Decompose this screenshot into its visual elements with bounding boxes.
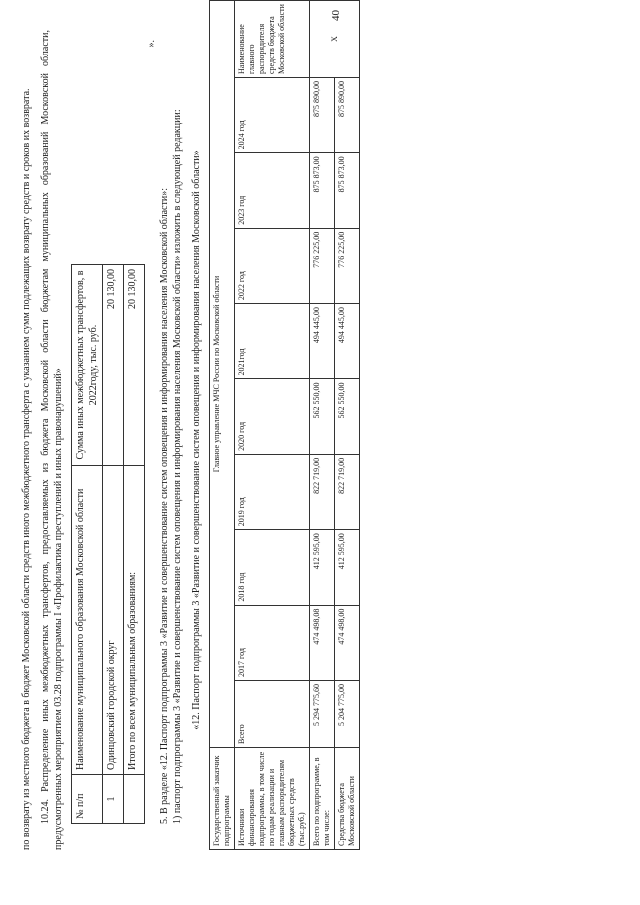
table-cell: 20 130,00 xyxy=(124,265,145,466)
table-cell: 776 225,00 xyxy=(310,228,335,303)
column-header: 2017 год xyxy=(235,605,310,680)
table-cell: 562 550,00 xyxy=(335,379,360,454)
table-cell: Одинцовский городской округ xyxy=(103,466,124,775)
column-header: 2022 год xyxy=(235,228,310,303)
customer-label: Государственный заказчик подпрограммы xyxy=(210,748,235,850)
row-label: Средства бюджета Московской области xyxy=(335,748,360,850)
table-row xyxy=(310,1,335,850)
table-cell: 494 445,00 xyxy=(335,304,360,379)
table-row xyxy=(210,1,235,850)
table-cell: 494 445,00 xyxy=(310,304,335,379)
column-header: 2018 год xyxy=(235,530,310,605)
column-header: № п/п xyxy=(72,775,103,824)
table-cell: 875 890,00 xyxy=(335,78,360,153)
table-row xyxy=(335,1,360,850)
table-cell: 776 225,00 xyxy=(335,228,360,303)
column-header: 2021год xyxy=(235,304,310,379)
table-cell: 474 498,00 xyxy=(335,605,360,680)
table-row xyxy=(103,265,124,824)
column-header: Наименование муниципального образования Московской области xyxy=(72,466,103,775)
transfers-table xyxy=(71,264,145,824)
page-number: 40 xyxy=(330,10,342,21)
sources-label: Источники финансирования подпрограммы, в том числе по годам реализации и главным распорядителям бюджетных средств (тыс.руб.) xyxy=(235,748,310,850)
table-cell: 875 873,00 xyxy=(335,153,360,228)
table-header-row xyxy=(72,265,103,824)
customer-value: Главное управление МЧС России по Московской области xyxy=(210,1,235,748)
table-cell: 562 550,00 xyxy=(310,379,335,454)
table-cell: 412 595,00 xyxy=(335,530,360,605)
paragraph-passport-intro: 1) паспорт подпрограммы 3 «Развитие и совершенствование систем оповещения и информирования населения Московской области» изложить в следующей редакции: xyxy=(172,109,183,824)
table-cell: 5 204 775,00 xyxy=(335,681,360,748)
table-cell: 822 719,00 xyxy=(310,454,335,529)
table-cell: 412 595,00 xyxy=(310,530,335,605)
table-cell: 5 294 775,60 xyxy=(310,681,335,748)
table-cell xyxy=(124,775,145,824)
table-cell: 875 890,00 xyxy=(310,78,335,153)
closing-quote: ». xyxy=(146,40,157,48)
table-cell: X xyxy=(310,1,360,78)
section-title: «12. Паспорт подпрограммы 3 «Развитие и совершенствование систем оповещения и информирования населения Московской области» xyxy=(191,150,202,730)
table-cell: 822 719,00 xyxy=(335,454,360,529)
passport-table xyxy=(209,0,360,850)
paragraph-return-funds: по возврату из местного бюджета в бюджет Московской области средств иного межбюджетного трансферта с указанием сумм подлежащих возврату средств и сроков их возврата. xyxy=(21,88,32,850)
column-header: 2023 год xyxy=(235,153,310,228)
table-row xyxy=(124,265,145,824)
table-cell: 1 xyxy=(103,775,124,824)
table-cell: 20 130,00 xyxy=(103,265,124,466)
column-header: Сумма иных межбюджетных трансфертов, в 2022году, тыс. руб. xyxy=(72,265,103,466)
column-header: Наименование главного распорядителя средств бюджета Московской области xyxy=(235,1,310,78)
table-cell: 875 873,00 xyxy=(310,153,335,228)
column-header: Всего xyxy=(235,681,310,748)
column-header: 2024 год xyxy=(235,78,310,153)
table-cell: 474 498,08 xyxy=(310,605,335,680)
table-cell: Итого по всем муниципальным образованиям: xyxy=(124,466,145,775)
table-header-row xyxy=(235,1,310,850)
paragraph-section-10-24: 10.24. Распределение иных межбюджетных трансфертов, предоставляемых из бюджета Московской области бюджетам муниципальных образований Московской области, предусмотренных мероприятием 03.28 подпрограммы I «Профилактика преступлений и иных правонарушений» xyxy=(40,30,64,850)
column-header: 2020 год xyxy=(235,379,310,454)
paragraph-section-5: 5. В разделе «12. Паспорт подпрограммы 3 «Развитие и совершенствование систем оповещения и информирования населения Московской области»: xyxy=(159,187,170,824)
row-label: Всего по подпрограмме, в том числе: xyxy=(310,748,335,850)
column-header: 2019 год xyxy=(235,454,310,529)
